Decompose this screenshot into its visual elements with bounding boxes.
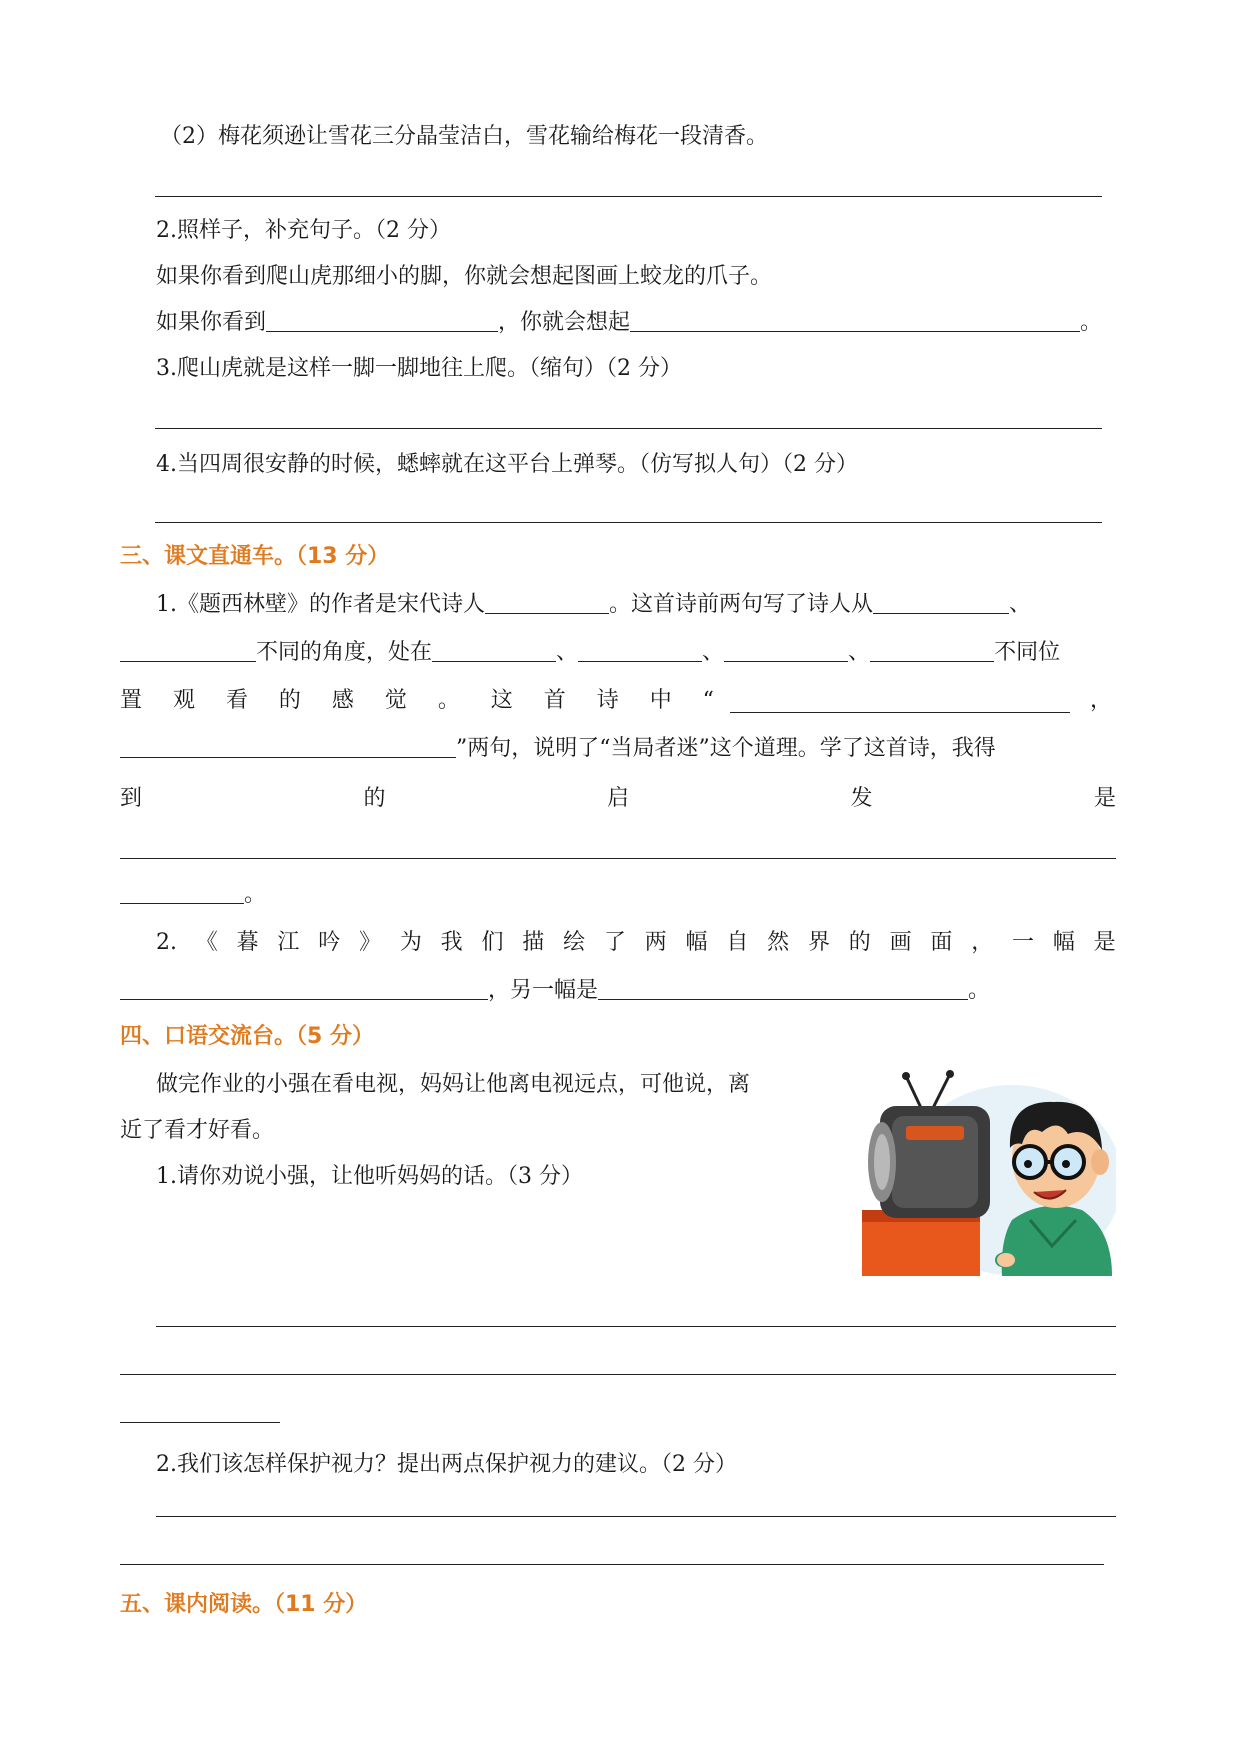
char: 置 — [120, 688, 143, 713]
char: 吟 — [318, 930, 341, 955]
char: 。 — [437, 688, 460, 713]
question-2-3-title: 3.爬山虎就是这样一脚一脚地往上爬。（缩句）（2 分） — [156, 356, 682, 381]
section-heading-5: 五、课内阅读。（11 分） — [120, 1592, 368, 1617]
char: 发 — [850, 786, 873, 811]
blank-field[interactable] — [873, 591, 1009, 614]
char: 》 — [359, 930, 382, 955]
question-3-2-line2 — [120, 976, 990, 1006]
fill-text-a: 如果你看到 — [156, 310, 267, 335]
question-3-1-line7 — [120, 880, 266, 910]
char: 《 — [195, 930, 218, 955]
question-4-2-title: 2.我们该怎样保护视力？提出两点保护视力的建议。（2 分） — [156, 1452, 737, 1477]
question-2-1-sentence: （2）梅花须逊让雪花三分晶莹洁白，雪花输给梅花一段清香。 — [160, 124, 768, 149]
blank-field[interactable] — [730, 712, 1070, 713]
answer-line[interactable] — [120, 1422, 280, 1423]
text: 1.《题西林壁》的作者是宋代诗人 — [156, 592, 485, 617]
char: 诗 — [596, 688, 619, 713]
char: 然 — [767, 930, 790, 955]
blank-field[interactable] — [485, 591, 609, 614]
char: 为 — [399, 930, 422, 955]
question-3-1-line4 — [120, 734, 996, 764]
question-3-2-line1 — [156, 928, 1116, 958]
answer-line[interactable] — [120, 858, 1116, 859]
char: 是 — [1093, 786, 1116, 811]
char: 两 — [644, 930, 667, 955]
char: 描 — [522, 930, 545, 955]
question-3-1-line2 — [120, 638, 1060, 668]
question-2-2-example: 如果你看到爬山虎那细小的脚，你就会想起图画上蛟龙的爪子。 — [156, 264, 773, 289]
char: 自 — [726, 930, 749, 955]
char: 幅 — [1052, 930, 1075, 955]
blank-field[interactable] — [432, 639, 556, 662]
char: 首 — [543, 688, 566, 713]
question-2-2-fill — [156, 308, 1102, 338]
char: 面 — [930, 930, 953, 955]
text: 、 — [702, 640, 725, 665]
question-4-intro-line1: 做完作业的小强在看电视，妈妈让他离电视远点，可他说，离 — [156, 1072, 751, 1097]
blank-field[interactable] — [578, 639, 702, 662]
char: 的 — [278, 688, 301, 713]
text: 。 — [968, 978, 991, 1003]
char: “ — [702, 688, 714, 713]
answer-line[interactable] — [155, 196, 1102, 197]
section-heading-4: 四、口语交流台。（5 分） — [120, 1024, 374, 1049]
char: 觉 — [384, 688, 407, 713]
char: 我 — [440, 930, 463, 955]
answer-line[interactable] — [155, 522, 1102, 523]
char: ， — [971, 930, 994, 955]
blank-field[interactable] — [120, 977, 488, 1000]
char: 2. — [156, 930, 177, 955]
blank-field[interactable] — [120, 639, 256, 662]
text: 不同位 — [994, 640, 1061, 665]
text: 、 — [1009, 592, 1032, 617]
char: 们 — [481, 930, 504, 955]
answer-line[interactable] — [156, 1326, 1116, 1327]
answer-line[interactable] — [120, 1564, 1104, 1565]
text: 、 — [848, 640, 871, 665]
answer-line[interactable] — [155, 428, 1102, 429]
char: 观 — [172, 688, 195, 713]
fill-text-end: 。 — [1080, 310, 1103, 335]
question-3-1-comma: ， — [1090, 688, 1113, 713]
char: 感 — [331, 688, 354, 713]
char: 看 — [225, 688, 248, 713]
blank-field[interactable] — [120, 881, 244, 904]
text: 。这首诗前两句写了诗人从 — [609, 592, 874, 617]
blank-field[interactable] — [266, 309, 498, 332]
question-2-2-title: 2.照样子，补充句子。（2 分） — [156, 218, 451, 243]
char: 到 — [120, 786, 143, 811]
char: 的 — [363, 786, 386, 811]
blank-field[interactable] — [120, 735, 456, 758]
char: 中 — [649, 688, 672, 713]
question-3-1-line5 — [120, 784, 1116, 814]
char: 这 — [490, 688, 513, 713]
blank-field[interactable] — [870, 639, 994, 662]
boy-watching-tv-illustration — [862, 1070, 1116, 1276]
char: 江 — [277, 930, 300, 955]
char: 了 — [603, 930, 626, 955]
char: 启 — [606, 786, 629, 811]
char: 是 — [1093, 930, 1116, 955]
question-2-4-title: 4.当四周很安静的时候，蟋蟀就在这平台上弹琴。（仿写拟人句）（2 分） — [156, 452, 858, 477]
text: 、 — [556, 640, 579, 665]
char: 界 — [807, 930, 830, 955]
char: 画 — [889, 930, 912, 955]
question-3-1-line1 — [156, 590, 1031, 620]
fill-text-b: ，你就会想起 — [498, 310, 631, 335]
char: 绘 — [563, 930, 586, 955]
answer-line[interactable] — [156, 1516, 1116, 1517]
answer-line[interactable] — [120, 1374, 1116, 1375]
blank-field[interactable] — [724, 639, 848, 662]
question-3-1-line3 — [120, 686, 714, 716]
char: 暮 — [236, 930, 259, 955]
question-4-1-title: 1.请你劝说小强，让他听妈妈的话。（3 分） — [156, 1164, 583, 1189]
char: 的 — [848, 930, 871, 955]
text: ，另一幅是 — [488, 978, 599, 1003]
text: 不同的角度，处在 — [256, 640, 433, 665]
text: 。 — [244, 882, 267, 907]
text: ”两句，说明了“当局者迷”这个道理。学了这首诗，我得 — [456, 736, 996, 761]
section-heading-3: 三、课文直通车。（13 分） — [120, 544, 390, 569]
blank-field[interactable] — [598, 977, 968, 1000]
char: 幅 — [685, 930, 708, 955]
char: 一 — [1012, 930, 1035, 955]
question-4-intro-line2: 近了看才好看。 — [120, 1118, 275, 1143]
blank-field[interactable] — [630, 309, 1080, 332]
